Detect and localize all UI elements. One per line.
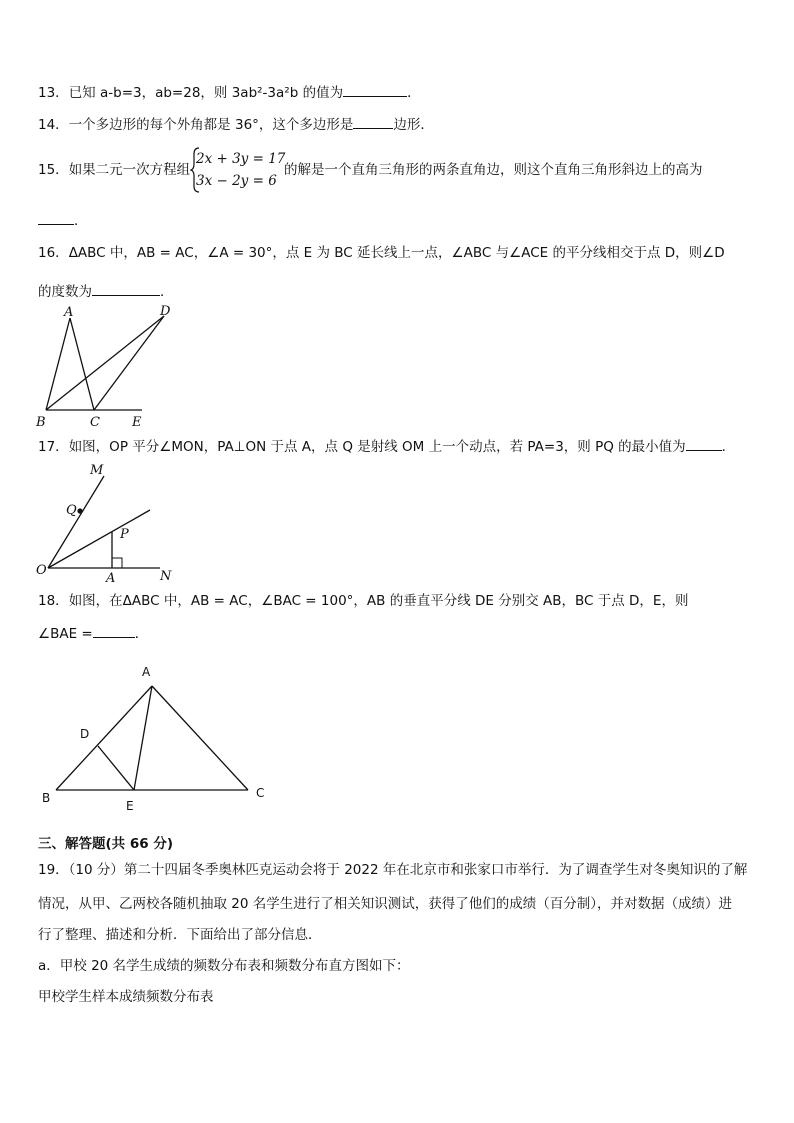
q13-number: 13． xyxy=(38,85,69,101)
q16-number: 16． xyxy=(38,245,69,261)
q16-end: ． xyxy=(160,284,174,300)
q18-end: ． xyxy=(134,626,149,642)
q17-answer-blank[interactable] xyxy=(686,436,722,451)
section-3-title: 三、解答题(共 66 分) xyxy=(38,836,174,852)
q17-right-angle-mark xyxy=(112,558,122,568)
q16-segment-AC xyxy=(70,318,94,410)
q18-label-B: B xyxy=(42,791,51,805)
q17-label-N: N xyxy=(160,569,172,584)
equation-2: 3x − 2y = 6 xyxy=(196,173,277,189)
q16-label-E: E xyxy=(132,415,142,430)
q18-segment-AE xyxy=(134,686,152,790)
q15-text-pre: 如果二元一次方程组 xyxy=(68,162,191,178)
q17-label-M: M xyxy=(90,463,104,478)
q15-number: 15． xyxy=(38,162,69,178)
q17-line xyxy=(38,436,735,457)
q18-label-D: D xyxy=(80,727,90,741)
q16-figure xyxy=(30,302,190,430)
q19-line5: 甲校学生样本成绩频数分布表 xyxy=(38,989,214,1005)
q15-answer-blank[interactable] xyxy=(38,210,74,225)
q18-label-A: A xyxy=(142,665,151,679)
q19-line3: 行了整理、描述和分析．下面给出了部分信息． xyxy=(38,927,322,943)
q17-ray-OM xyxy=(48,476,104,568)
q16-label-D: D xyxy=(160,304,171,319)
q15-line xyxy=(38,160,190,180)
q17-label-P: P xyxy=(120,527,129,542)
q17-figure xyxy=(32,458,182,586)
q18-segment-AC xyxy=(152,686,248,790)
q18-segment-DE xyxy=(98,746,134,790)
q17-ray-OP xyxy=(48,510,150,568)
q15-text-post: 的解是一个直角三角形的两条直角边，则这个直角三角形斜边上的高为 xyxy=(284,162,703,178)
q18-answer-blank[interactable] xyxy=(93,623,135,638)
q16-label-A: A xyxy=(64,305,74,320)
q19-line2: 情况，从甲、乙两校各随机抽取 20 名学生进行了相关知识测试，获得了他们的成绩（百分制），并对数据（成绩）进 xyxy=(38,896,733,912)
q18-figure xyxy=(36,660,276,816)
q14-number: 14． xyxy=(38,117,69,133)
q16-line1 xyxy=(38,243,725,263)
q17-label-Q: Q xyxy=(66,503,77,518)
q16-label-C: C xyxy=(90,415,100,430)
q18-segment-AB xyxy=(56,686,152,790)
q17-end: ． xyxy=(721,439,736,455)
q17-label-A: A xyxy=(106,571,116,586)
q18-text-2: ∠BAE = xyxy=(38,626,93,642)
q19-line4: a．甲校 20 名学生成绩的频数分布表和频数分布直方图如下： xyxy=(38,958,410,974)
q13-answer-blank[interactable] xyxy=(343,82,407,97)
q15-end: ． xyxy=(74,213,88,229)
q13-text: 已知 a-b=3，ab=28，则 3ab²-3a²b 的值为 xyxy=(68,85,344,101)
q15-text-post-line xyxy=(284,160,703,180)
equation-system xyxy=(196,148,285,192)
q17-point-Q xyxy=(77,508,82,513)
q18-label-E: E xyxy=(126,799,134,813)
q15-answer-line xyxy=(38,210,88,231)
q14-text: 一个多边形的每个外角都是 36°，这个多边形是 xyxy=(68,117,354,133)
q17-label-O: O xyxy=(36,563,47,578)
q18-line1 xyxy=(38,591,688,611)
q18-line2 xyxy=(38,623,148,644)
q16-text-2: 的度数为 xyxy=(38,284,92,300)
q13-end: ． xyxy=(407,85,421,101)
q16-text-1: ΔABC 中，AB = AC，∠A = 30°，点 E 为 BC 延长线上一点，∠ABC 与∠ACE 的平分线相交于点 D，则∠D xyxy=(68,245,725,261)
q16-answer-blank[interactable] xyxy=(92,281,160,296)
equation-1: 2x + 3y = 17 xyxy=(196,151,286,167)
q16-segment-AB xyxy=(46,318,70,410)
q17-number: 17． xyxy=(38,439,69,455)
q14-line xyxy=(38,114,434,135)
q19-line1: 19．（10 分）第二十四届冬季奥林匹克运动会将于 2022 年在北京市和张家口市举行．为了调查学生对冬奥知识的了解 xyxy=(38,862,748,878)
q13-line xyxy=(38,82,421,103)
q18-label-C: C xyxy=(256,786,265,800)
q16-label-B: B xyxy=(36,415,46,430)
q14-answer-blank[interactable] xyxy=(353,114,393,129)
q14-end: 边形． xyxy=(393,117,434,133)
q18-number: 18． xyxy=(38,593,69,609)
q16-line2 xyxy=(38,281,174,302)
q18-text-1: 如图，在ΔABC 中，AB = AC，∠BAC = 100°，AB 的垂直平分线 DE 分别交 AB，BC 于点 D，E，则 xyxy=(68,593,689,609)
q17-text: 如图，OP 平分∠MON，PA⊥ON 于点 A，点 Q 是射线 OM 上一个动点，若 PA=3，则 PQ 的最小值为 xyxy=(68,439,686,455)
